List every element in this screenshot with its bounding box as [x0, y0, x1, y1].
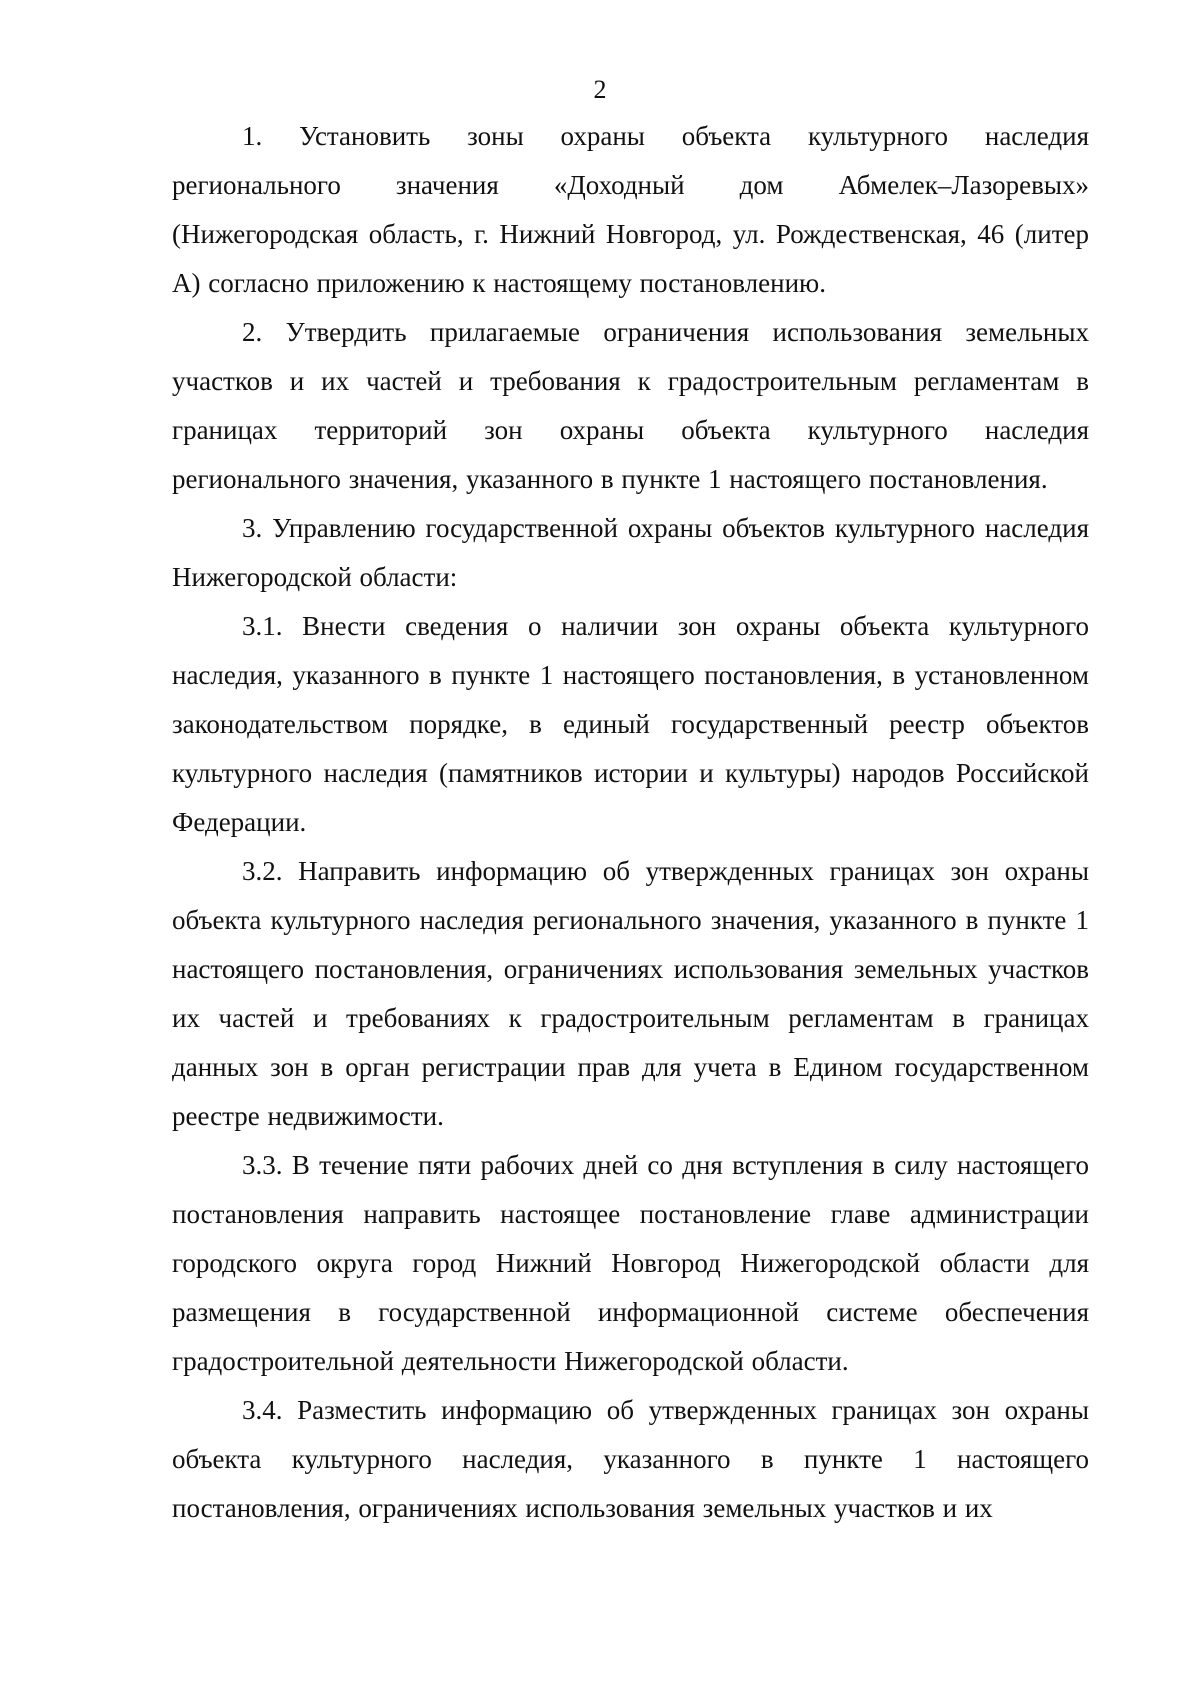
paragraph-3-3: 3.3. В течение пяти рабочих дней со дня вступления в силу настоящего постановления направить настоящее постановление главе администрации городского округа город Нижний Новгород Нижегородской области для размещения в государственной информационной системе обеспечения градостроительной деятельности Нижегородской области. — [172, 1150, 1089, 1376]
paragraph-3-4: 3.4. Разместить информацию об утвержденных границах зон охраны объекта культурного наследия, указанного в пункте 1 настоящего постановления, ограничениях использования земельных участков и их — [172, 1395, 1089, 1523]
paragraph-3: 3. Управлению государственной охраны объектов культурного наследия Нижегородской области: — [172, 513, 1089, 592]
page-number: 2 — [593, 75, 607, 104]
paragraph-1: 1. Установить зоны охраны объекта культурного наследия регионального значения «Доходный дом Абмелек–Лазоревых» (Нижегородская область, г. Нижний Новгород, ул. Рождественская, 46 (литер А) согласно приложению к настоящему постановлению. — [172, 121, 1089, 298]
document-body — [172, 112, 1089, 1533]
paragraph-3-1: 3.1. Внести сведения о наличии зон охраны объекта культурного наследия, указанного в пункте 1 настоящего постановления, в установленном законодательством порядке, в единый государственный реестр объектов культурного наследия (памятников истории и культуры) народов Российской Федерации. — [172, 611, 1089, 837]
paragraph-3-2: 3.2. Направить информацию об утвержденных границах зон охраны объекта культурного наследия регионального значения, указанного в пункте 1 настоящего постановления, ограничениях использования земельных участков их частей и требованиях к градостроительным регламентам в границах данных зон в орган регистрации прав для учета в Едином государственном реестре недвижимости. — [172, 856, 1089, 1131]
paragraph-2: 2. Утвердить прилагаемые ограничения использования земельных участков и их частей и требования к градостроительным регламентам в границах территорий зон охраны объекта культурного наследия регионального значения, указанного в пункте 1 настоящего постановления. — [172, 317, 1089, 494]
